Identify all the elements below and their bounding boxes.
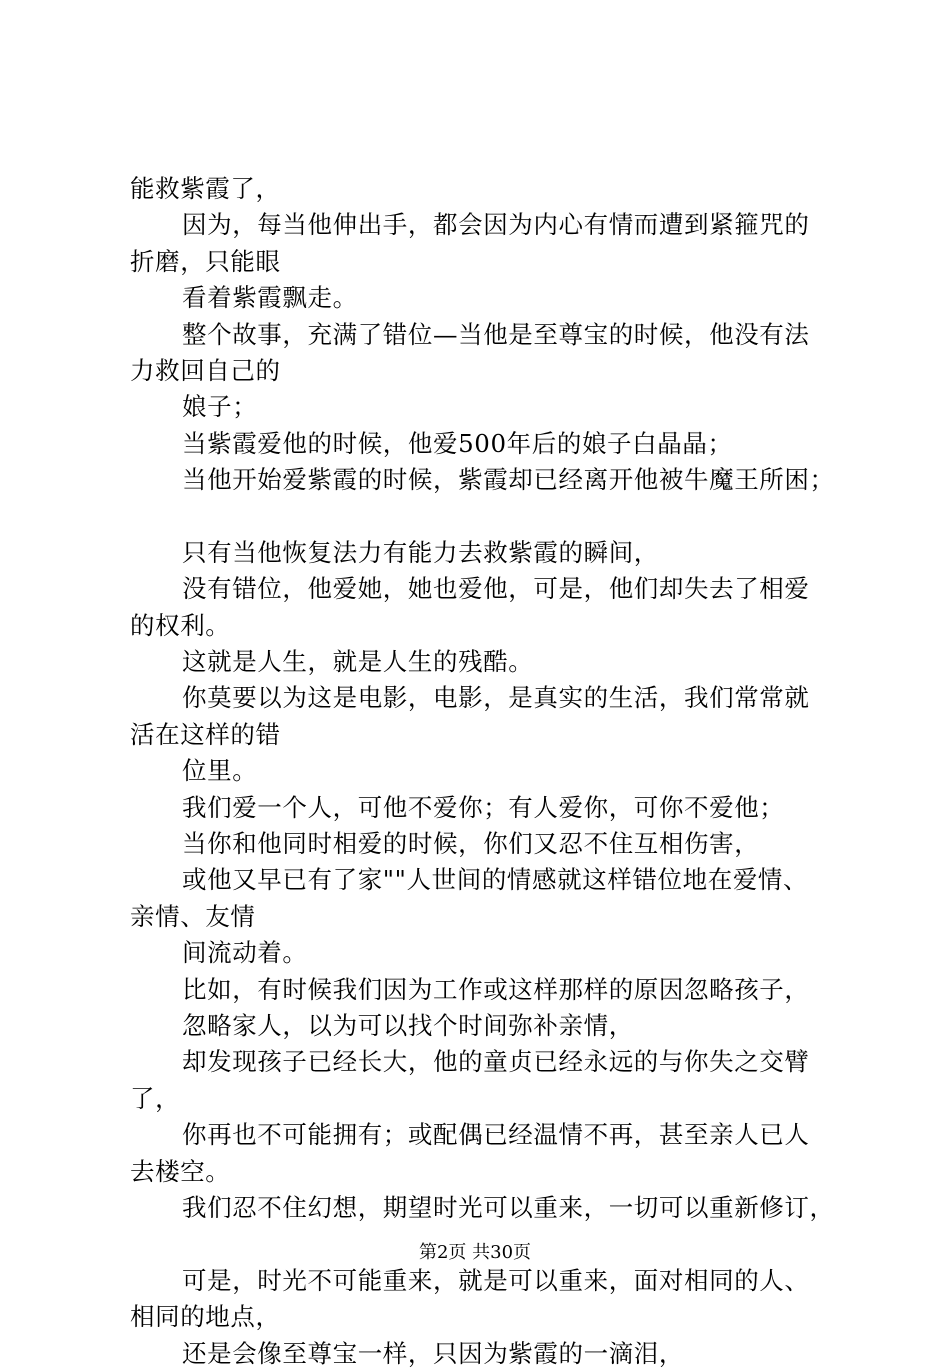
text-line: 当他开始爱紫霞的时候，紫霞却已经离开他被牛魔王所困； (182, 465, 835, 495)
text-line: 的权利。 (130, 610, 231, 640)
text-line: 位里。 (182, 756, 258, 786)
document-body (130, 171, 836, 1372)
text-line: 相同的地点， (130, 1302, 281, 1332)
text-line: 比如，有时候我们因为工作或这样那样的原因忽略孩子， (182, 974, 810, 1004)
text-line: 只有当他恢复法力有能力去救紫霞的瞬间， (182, 537, 659, 567)
text-line: 这就是人生，就是人生的残酷。 (182, 647, 534, 677)
text-line: 当你和他同时相爱的时候，你们又忍不住互相伤害， (182, 829, 760, 859)
text-line: 或他又早已有了家""人世间的情感就这样错位地在爱情、 (182, 865, 809, 895)
text-line: 力救回自己的 (130, 355, 281, 385)
text-line: 娘子； (182, 392, 258, 422)
text-line: 折磨，只能眼 (130, 246, 281, 276)
text-line: 整个故事，充满了错位—当他是至尊宝的时候，他没有法 (182, 319, 810, 349)
text-line: 活在这样的错 (130, 719, 281, 749)
page-number-label: 第2页 共30页 (418, 1242, 532, 1263)
text-line: 可是，时光不可能重来，就是可以重来，面对相同的人、 (182, 1265, 810, 1295)
text-line: 间流动着。 (182, 938, 308, 968)
text-line: 去楼空。 (130, 1156, 231, 1186)
page-footer (0, 1238, 950, 1264)
text-line: 因为，每当他伸出手，都会因为内心有情而遭到紧箍咒的 (182, 210, 810, 240)
text-line: 忽略家人，以为可以找个时间弥补亲情， (182, 1010, 634, 1040)
text-line: 了， (130, 1083, 181, 1113)
paragraph-gap (130, 499, 836, 535)
text-line: 当紫霞爱他的时候，他爱500年后的娘子白晶晶； (182, 428, 733, 458)
text-line: 看着紫霞飘走。 (182, 283, 358, 313)
text-line: 我们爱一个人，可他不爱你；有人爱你，可你不爱他； (182, 792, 785, 822)
text-line: 没有错位，他爱她，她也爱他，可是，他们却失去了相爱 (182, 574, 810, 604)
text-line: 能救紫霞了， (130, 174, 281, 203)
text-line: 你莫要以为这是电影，电影，是真实的生活，我们常常就 (182, 683, 810, 713)
text-line: 亲情、友情 (130, 901, 256, 931)
text-line: 却发现孩子已经长大，他的童贞已经永远的与你失之交臂 (182, 1047, 810, 1077)
text-line: 我们忍不住幻想，期望时光可以重来，一切可以重新修订， (182, 1192, 835, 1222)
text-line: 还是会像至尊宝一样，只因为紫霞的一滴泪， (182, 1338, 684, 1368)
text-line: 你再也不可能拥有；或配偶已经温情不再，甚至亲人已人 (182, 1120, 810, 1150)
